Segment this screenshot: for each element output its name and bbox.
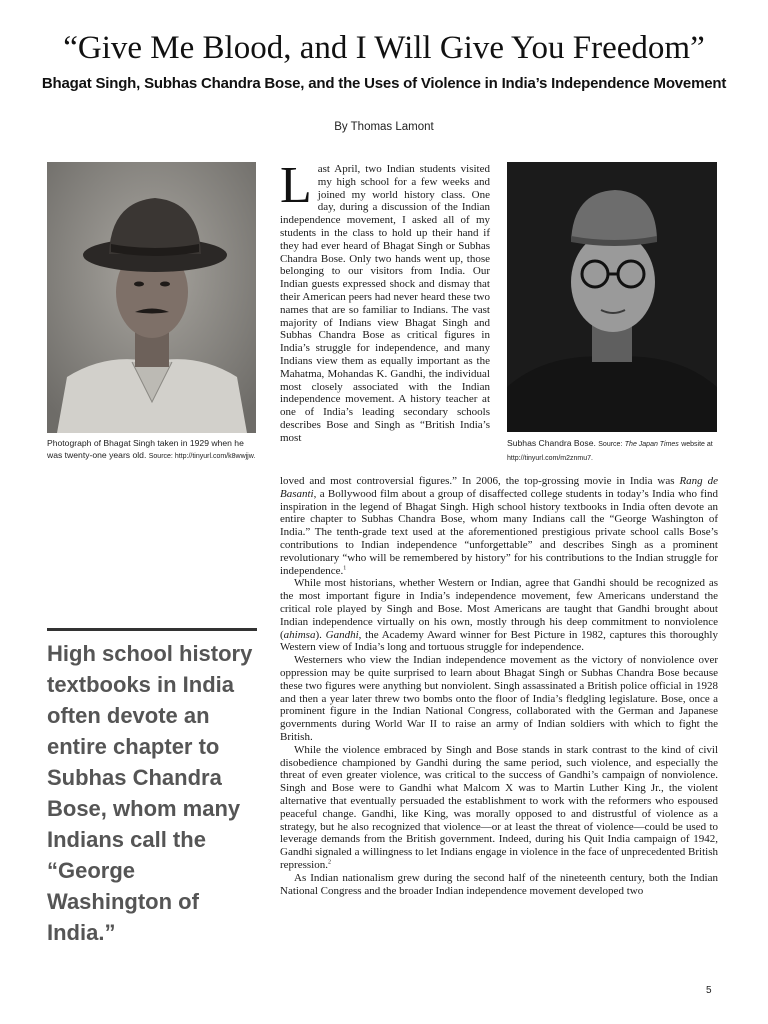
paragraph-text: , a Bollywood film about a group of disaffected college students in today’s India who find inspiration in the legend of Bhagat Singh. High school history textbooks in India often devote an entire chapter to Subhas Chandra Bose, whom many Indians call the “George Washington of India.” The tenth-grade text used at the aforementioned prestigious private school calls Bose’s contributions to Indian independence “unforgettable” and describes Singh as a prominent revolutionary “who will be remembered by history” for his contributions to the Indian struggle for independence. xyxy=(280,487,718,577)
pull-quote-rule xyxy=(47,628,257,631)
paragraph-text: While most historians, whether Western or Indian, agree that Gandhi should be recognized as the most important figure in India’s independence movement, few Americans understand the critical role played by Singh and Bose. Most Americans are taught that Gandhi brought about Indian independence virtually on his own, mostly through his deep commitment to nonviolence ( xyxy=(280,577,718,641)
article-body-wide-column xyxy=(280,475,718,897)
paragraph-text: ). xyxy=(315,628,326,641)
paragraph-text: While the violence embraced by Singh and Bose stands in stark contrast to the kind of civil disobedience championed by Gandhi during the same period, such violence, and especially the threat of even greater violence, was critical to the success of Gandhi’s campaign of nonviolence. Singh and Bose were to Gandhi what Malcom X was to Martin Luther King Jr., the violent alternative that eventually persuaded the establishment to work with the reformers who espoused peaceful change. Gandhi, like King, was morally opposed to and distrustful of violence as a strategy, but he also recognized that violence—or at least the threat of violence—could be used to leverage demands from the British government. Indeed, during his Quit India campaign of 1942, Gandhi signaled a willingness to let Indians engage in violence in the face of unprecedented British repression. xyxy=(280,743,718,871)
bhagat-singh-photo xyxy=(47,162,256,433)
byline: By Thomas Lamont xyxy=(334,121,434,133)
footnote-marker[interactable]: 2 xyxy=(327,859,331,866)
caption-source: Source: http://tinyurl.com/k8wwjjw. xyxy=(148,453,256,460)
italic-term: ahimsa xyxy=(283,628,316,641)
paragraph-text: , the Academy Award winner for Best Picture in 1982, captures this thoroughly Western view of India’s long and tortuous struggle for independence. xyxy=(280,628,718,654)
film-title: Gandhi xyxy=(325,628,359,641)
caption-text: Subhas Chandra Bose. xyxy=(507,438,596,448)
paragraph xyxy=(280,475,718,577)
article-subtitle: Bhagat Singh, Subhas Chandra Bose, and the Uses of Violence in India’s Independence Movement xyxy=(41,75,727,92)
article-title: “Give Me Blood, and I Will Give You Freedom” xyxy=(63,30,705,66)
caption-text: Photograph of Bhagat Singh taken in 1929 when he was twenty-one years old. xyxy=(47,438,244,460)
paragraph xyxy=(280,157,490,445)
bhagat-singh-caption xyxy=(47,437,259,463)
drop-cap: L xyxy=(280,157,312,214)
page-number: 5 xyxy=(706,985,712,996)
subhas-chandra-bose-photo xyxy=(507,162,717,432)
movie-title: Rang de Basanti xyxy=(280,475,718,500)
bose-caption xyxy=(507,437,722,465)
paragraph: Westerners who view the Indian independence movement as the victory of nonviolence over oppression may be quite surprised to learn about Bhagat Singh or Subhas Chandra Bose because these two figures were anything but nonviolent. Singh assassinated a British police official in 1928 and then a year later threw two bombs onto the floor of India’s fledgling legislature. Bose, once a prominent figure in the Indian National Congress, collaborated with the German and Japanese governments during World War II to raise an army of Indian soldiers with which to fight the British. xyxy=(280,654,718,743)
caption-source-prefix: Source: xyxy=(598,441,623,448)
paragraph: As Indian nationalism grew during the second half of the nineteenth century, both the Indian National Congress and the broader Indian independence movement developed two xyxy=(280,871,718,897)
paragraph xyxy=(280,577,718,654)
caption-source-publication: The Japan Times xyxy=(624,441,679,448)
footnote-marker[interactable]: 1 xyxy=(343,564,347,571)
article-body-narrow-column xyxy=(280,157,490,445)
paragraph xyxy=(280,744,718,872)
paragraph-text: ast April, two Indian students visited my high school for a few weeks and joined my world history class. One day, during a discussion of the Indian independence movement, I asked all of my students in the class to hold up their hand if they had ever heard of Bhagat Singh or Subhas Chandra Bose. Only two hands went up, those belonging to our visitors from India. Our Indian guests expressed shock and dismay that their American peers had never heard these two names that are so familiar to Indians. The vast majority of Indians view Bhagat Singh and Subhas Chandra Bose as critical figures in India’s struggle for independence, and many Indians view them as equally important as the Mahatma, Mohandas K. Gandhi, the individual most closely associated with the Indian independence movement. A history teacher at one of India’s leading secondary schools describes Bose and Singh as “British India’s most xyxy=(280,163,490,444)
paragraph-text: loved and most controversial figures.” In 2006, the top-grossing movie in India was xyxy=(280,475,680,487)
pull-quote: High school history textbooks in India often devote an entire chapter to Subhas Chandra Bose, whom many Indians call the “George Washington of India.” xyxy=(47,641,253,945)
caption-source-rest: website at http://tinyurl.com/m2znmu7. xyxy=(507,441,713,462)
